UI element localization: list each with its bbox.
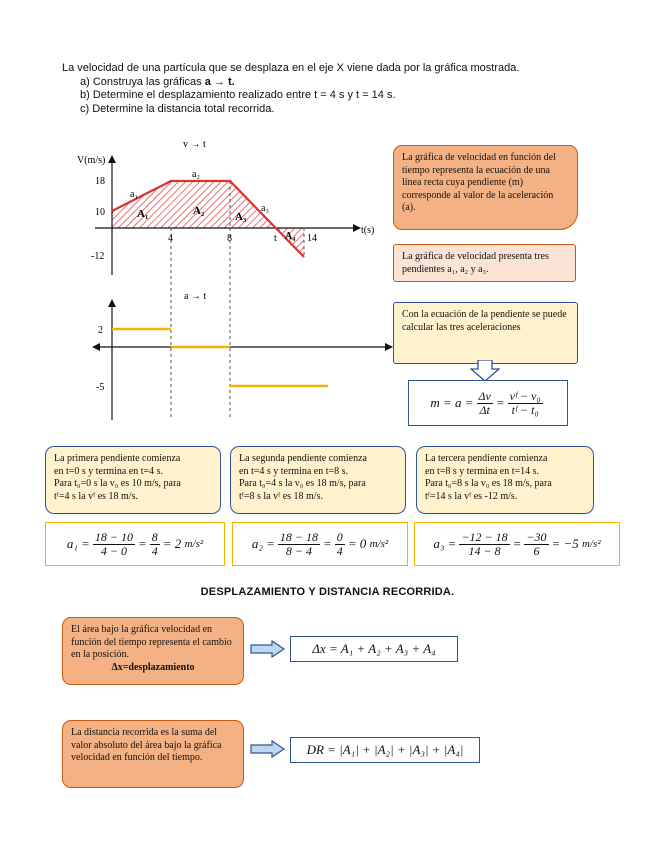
distance-note [62,720,244,788]
case-2-line-3: Para t₀=4 s la v₀ es 18 m/s, para [239,478,366,489]
slope-label-a2: a₂ [192,169,200,180]
slope-equation-text: Con la ecuación de la pendiente se puede calcular las tres aceleraciones [402,309,567,333]
case-box-1 [45,446,221,514]
slope-equation-note [393,302,578,364]
at-title: a → t [184,291,207,302]
case-3-line-1: La tercera pendiente comienza [425,453,548,464]
accel-eq-3-num1: −12 − 18 [461,529,508,544]
accel-eq-1-eq: = [138,536,147,551]
question-b: b) Determine el desplazamiento realizado entre t = 4 s y t = 14 s. [80,89,396,101]
accel-eq-2-frac-b [335,531,345,558]
slope-formula-box [408,380,568,426]
case-box-3 [416,446,594,514]
slope-frac-1-num: Δv [478,388,491,403]
at-ytick-2: 2 [98,325,103,336]
slope-label-a3: a₃ [261,203,269,214]
slope-label-a1: a₁ [130,189,138,200]
accel-eq-2-eq: = [323,536,332,551]
accel-eq-1-result: = 2 [162,536,182,551]
vt-ytick-18: 18 [95,176,105,187]
case-box-2 [230,446,406,514]
accel-eq-3-num2: −30 [526,529,547,544]
displacement-text: El área bajo la gráfica velocidad en función del tiempo representa el cambio en la posición. [71,624,232,660]
area-a1-region [112,181,171,228]
three-slopes-text: La gráfica de velocidad presenta tres pendientes a₁, a₂ y a₃. [402,251,549,275]
accel-eq-1-units: m/s² [184,538,204,550]
at-y-arrow [108,299,116,307]
accel-eq-3-eq: = [512,536,522,551]
case-2-line-2: en t=4 s y termina en t=8 s. [239,465,349,477]
vt-xtick-4: 4 [168,233,173,244]
at-x-arrow-left [92,343,100,351]
slope-formula-eq: = [495,395,505,410]
distance-formula: DR = |A₁| + |A₂| + |A₃| + |A₄| [306,742,464,757]
three-slopes-note [393,244,576,282]
slope-frac-1 [477,390,493,417]
accel-eq-1 [45,522,225,566]
accel-eq-2-den2: 4 [336,543,343,558]
question-a [62,76,519,90]
section-title: DESPLAZAMIENTO Y DISTANCIA RECORRIDA. [200,586,455,598]
problem-statement [62,62,519,116]
displacement-formula: Δx = A₁ + A₂ + A₃ + A₄ [312,641,436,656]
accel-eq-1-frac-b [150,531,160,558]
distance-text: La distancia recorrida es la suma del valor absoluto del área bajo la gráfica velocidad en función del tiempo. [71,727,222,763]
question-c: c) Determine la distancia total recorrida. [80,102,275,115]
vt-ylabel: V(m/s) [77,155,106,166]
accel-eq-2-lhs: a₂ = [251,536,275,551]
accel-eq-1-lhs: a₁ = [66,536,90,551]
accel-eq-2-result: = 0 [347,536,367,551]
accel-eq-1-frac-a [93,531,135,558]
area-label-a2: A₂ [193,205,205,217]
accel-eq-3-units: m/s² [582,538,601,550]
accel-eq-2-frac-a [278,531,320,558]
case-1-line-1: La primera pendiente comienza [54,453,181,464]
case-1-line-4: tᶠ=4 s la vᶠ es 18 m/s. [54,490,138,502]
slope-frac-2-num: vᶠ − v₀ [509,388,541,403]
accel-eq-3-lhs: a₃ = [433,536,457,551]
area-label-a4: A₄ [285,231,296,242]
area-label-a1: A₁ [137,208,149,220]
accel-eq-1-num1: 18 − 10 [94,529,133,544]
slope-frac-2-den: tᶠ − t₀ [511,402,539,417]
case-3-line-3: Para t₀=8 s la v₀ es 18 m/s, para [425,478,552,489]
case-3-line-2: en t=8 s y termina en t=14 s. [425,465,540,477]
slope-frac-2 [508,390,543,417]
area-label-a3: A₃ [235,211,247,223]
question-a-text: a) Construya las gráficas [80,75,202,88]
displacement-label: Δx=desplazamiento [111,661,195,673]
displacement-note [62,617,244,685]
accel-eq-2-units: m/s² [369,538,389,550]
accel-eq-1-den2: 4 [151,543,158,558]
vt-xlabel: t(s) [361,225,375,236]
acceleration-time-graph [80,285,400,425]
slope-meaning-note [393,145,578,230]
at-ytick-neg5: -5 [96,382,105,393]
case-2-line-1: La segunda pendiente comienza [239,453,367,464]
slope-frac-1-den: Δt [479,402,490,417]
slope-formula-lhs: m = a = [430,395,474,410]
case-2-line-4: tᶠ=8 s la vᶠ es 18 m/s. [239,490,323,502]
vt-xtick-t: t [274,233,277,244]
vt-ytick-10: 10 [95,207,105,218]
accel-eq-1-den1: 4 − 0 [100,543,127,558]
distance-formula-box [290,737,480,763]
displacement-formula-box [290,636,458,662]
vt-title: v → t [183,139,206,150]
vt-xtick-8: 8 [227,233,232,244]
accel-eq-3-result: = −5 [551,536,579,551]
accel-eq-2 [232,522,408,566]
at-x-arrow-right [385,343,393,351]
accel-eq-2-num2: 0 [336,529,343,544]
vt-xtick-14: 14 [307,233,317,244]
vt-y-arrow [108,155,116,163]
accel-eq-1-num2: 8 [151,529,158,544]
accel-eq-3-frac-b [524,531,548,558]
right-arrow-icon [250,640,286,658]
case-3-line-4: tᶠ=14 s la vᶠ es -12 m/s. [425,490,518,502]
accel-eq-2-num1: 18 − 18 [279,529,318,544]
accel-eq-3-den2: 6 [533,543,540,558]
down-arrow-icon [470,360,500,382]
case-1-line-3: Para t₀=0 s la v₀ es 10 m/s, para [54,478,181,489]
accel-eq-3-den1: 14 − 8 [468,543,501,558]
statement-text: La velocidad de una partícula que se desplaza en el eje X viene dada por la gráfica mostrada. [62,62,520,74]
right-arrow-icon-2 [250,740,286,758]
case-1-line-2: en t=0 s y termina en t=4 s. [54,465,164,477]
question-a-bold: a → t. [204,75,235,88]
vt-ytick-neg12: -12 [91,251,105,262]
accel-eq-3-frac-a [459,531,509,558]
accel-eq-2-den1: 8 − 4 [285,543,312,558]
slope-meaning-text: La gráfica de velocidad en función del tiempo representa la ecuación de una línea recta cuya pendiente (m) corresponde al valor de la aceleración (a). [402,152,556,213]
accel-eq-3 [414,522,620,566]
